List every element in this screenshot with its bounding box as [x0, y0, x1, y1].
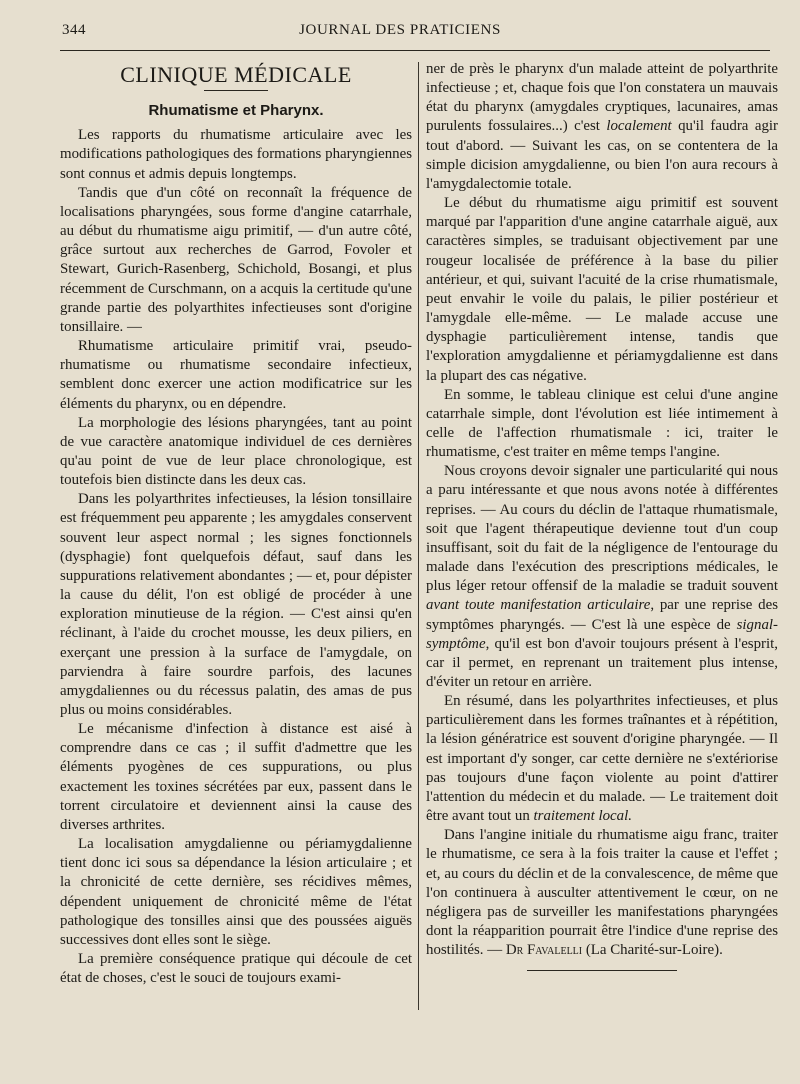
- header-rule: [60, 50, 770, 51]
- paragraph: Les rapports du rhumatisme articulaire avec les modifications pathologiques des formations pharyngiennes sont connus et admis depuis longtemps.: [60, 127, 412, 182]
- title-rule: [204, 90, 268, 91]
- article-title: Rhumatisme et Pharynx.: [148, 102, 324, 120]
- paragraph: La morphologie des lésions pharyngées, tant au point de vue caractère anatomique individuel de ces dernières qu'au point de vue de leur place chronologique, est toutefois bien distincte dans les deux cas.: [60, 414, 412, 489]
- author-location: (La Charité-sur-Loire).: [582, 942, 723, 959]
- text-run: , qu'il est bon d'avoir toujours présent à l'esprit, car il permet, en reprenant un traitement plus intense, d'éviter un retour en arrière.: [426, 635, 778, 690]
- paragraph: [426, 692, 778, 826]
- text-run: En résumé, dans les polyarthrites infectieuses, et plus particulièrement dans les formes traînantes et à répétition, la lésion génératrice est souvent d'origine pharyngée. — Il est important d'y songer, car cette dernière ne s'extériorise pas toujours d'une façon violente au point d'attirer l'attention du médecin et du malade. — Le traitement doit être avant tout un: [426, 693, 778, 825]
- paragraph: Dans les polyarthrites infectieuses, la lésion tonsillaire est fréquemment peu apparente ; les amygdales conservent souvent leur aspect normal ; les signes fonctionnels (dysphagie) font quelquefois défaut, sauf dans les suppurations relativement abondantes ; — et, pour dépister la cause du délit, l'on est obligé de procéder à une exploration minutieuse de la région. — C'est ainsi qu'en réclinant, à l'aide du crochet mousse, les deux piliers, en exerçant une pression à la surface de l'amygdale, on parviendra à faire sourdre parfois, des lacunes amygdaliennes ou du récessus palatin, des amas de pus plus ou moins considérables.: [60, 491, 412, 718]
- text-run: Nous croyons devoir signaler une particularité qui nous a paru intéressante et que nous avons notée à différentes reprises. — Au cours du déclin de l'attaque rhumatismale, soit que l'agent thérapeutique devienne tout d'un coup insuffisant, soit du fait de la négligence de l'entourage du malade dans l'exécution des prescriptions médicales, le plus léger retour offensif de la maladie se traduit souvent: [426, 463, 778, 595]
- paragraph: Rhumatisme articulaire primitif vrai, pseudo-rhumatisme ou rhumatisme secondaire infectieux, semblent donc exercer une action modificatrice sur les éléments du pharynx, ou en dépendre.: [60, 338, 412, 412]
- text-run: qu'il faudra agir tout d'abord. — Suivant les cas, on se contentera de la simple dicision amygdalienne, ou bien l'on aura recours à l'amygdalectomie totale.: [426, 118, 778, 192]
- running-head: [0, 22, 800, 46]
- text-run: , par une reprise des symptômes pharyngés. — C'est là une espèce de: [426, 597, 778, 633]
- paragraph: La première conséquence pratique qui découle de cet état de choses, c'est le souci de toujours exami-: [60, 951, 412, 987]
- emphasis: localement: [606, 118, 672, 135]
- text-run: Dans l'angine initiale du rhumatisme aigu franc, traiter le rhumatisme, ce sera à la fois traiter la cause et l'effet ; et, au cours du déclin et de la convalescence, de même que l'on continuera à ausculter attentivement le cœur, on ne négligera pas de surveiller les manifestations pharyngées dont la réapparition pourrait être l'indice d'une reprise des hostilités. —: [426, 827, 778, 959]
- right-column: [426, 60, 778, 971]
- paragraph: [426, 462, 778, 692]
- section-title: CLINIQUE MÉDICALE: [120, 62, 352, 87]
- paragraph: [426, 60, 778, 194]
- emphasis: traitement local.: [533, 808, 632, 825]
- emphasis: avant toute manifestation articulaire: [426, 597, 651, 614]
- paragraph: Le mécanisme d'infection à distance est aisé à comprendre dans ce cas ; il suffit d'admettre que les éléments pyogènes de ces suppurations, ou plus exactement les toxines sécrétées par eux, passent dans le torrent circulatoire et deviennent ainsi la cause des diverses arthrites.: [60, 721, 412, 833]
- paragraph: Le début du rhumatisme aigu primitif est souvent marqué par l'apparition d'une angine catarrhale aiguë, aux caractères simples, se traduisant objectivement par une rougeur localisée de préférence à la base du pilier antérieur, et qui, suivant l'acuité de la crise rhumatismale, peut envahir le voile du palais, le pilier postérieur et l'amygdale elle-même. — Le malade accuse une dysphagie particulièrement intense, tandis que l'exploration amygdalienne et périamygdalienne est dans la plupart des cas négative.: [426, 195, 778, 384]
- paragraph: La localisation amygdalienne ou périamygdalienne tient donc ici sous sa dépendance la lésion articulaire ; et la chronicité de cette dernière, ses récidives mêmes, dépendent uniquement de chronicité même de l'état pathologique des tonsilles ainsi que des poussées aiguës successives dont elles sont le siège.: [60, 836, 412, 948]
- end-rule: [527, 970, 677, 971]
- journal-title: JOURNAL DES PRATICIENS: [299, 22, 501, 38]
- emphasis: signal-symptôme: [426, 616, 778, 652]
- paragraph: Tandis que d'un côté on reconnaît la fréquence de localisations pharyngées, sous forme d'angine catarrhale, au début du rhumatisme aigu primitif, — d'un autre côté, grâce surtout aux recherches de Garrod, Fovoler et Stewart, Gurich-Rasenberg, Schichold, Bosangi, et plus récemment de Curschmann, on a acquis la certitude qu'une grande partie des polyarthites infectieuses sont d'origine tonsillaire. —: [60, 184, 412, 335]
- author-signature: Dr Favalelli: [505, 942, 583, 959]
- paragraph: [426, 826, 778, 960]
- text-run: ner de près le pharynx d'un malade atteint de polyarthrite infectieuse ; et, chaque fois que l'on constatera un mauvais état du pharynx (amygdales cryptiques, lacunaires, amas purulents fossulaires...) c'est: [426, 61, 778, 135]
- page-number: 344: [62, 22, 86, 38]
- column-divider: [418, 62, 419, 1010]
- paragraph: En somme, le tableau clinique est celui d'une angine catarrhale simple, dont l'évolution est liée intimement à celle de l'affection rhumatismale : ici, traiter le rhumatisme, c'est traiter en même temps l'angine.: [426, 386, 778, 461]
- left-column: [60, 60, 412, 988]
